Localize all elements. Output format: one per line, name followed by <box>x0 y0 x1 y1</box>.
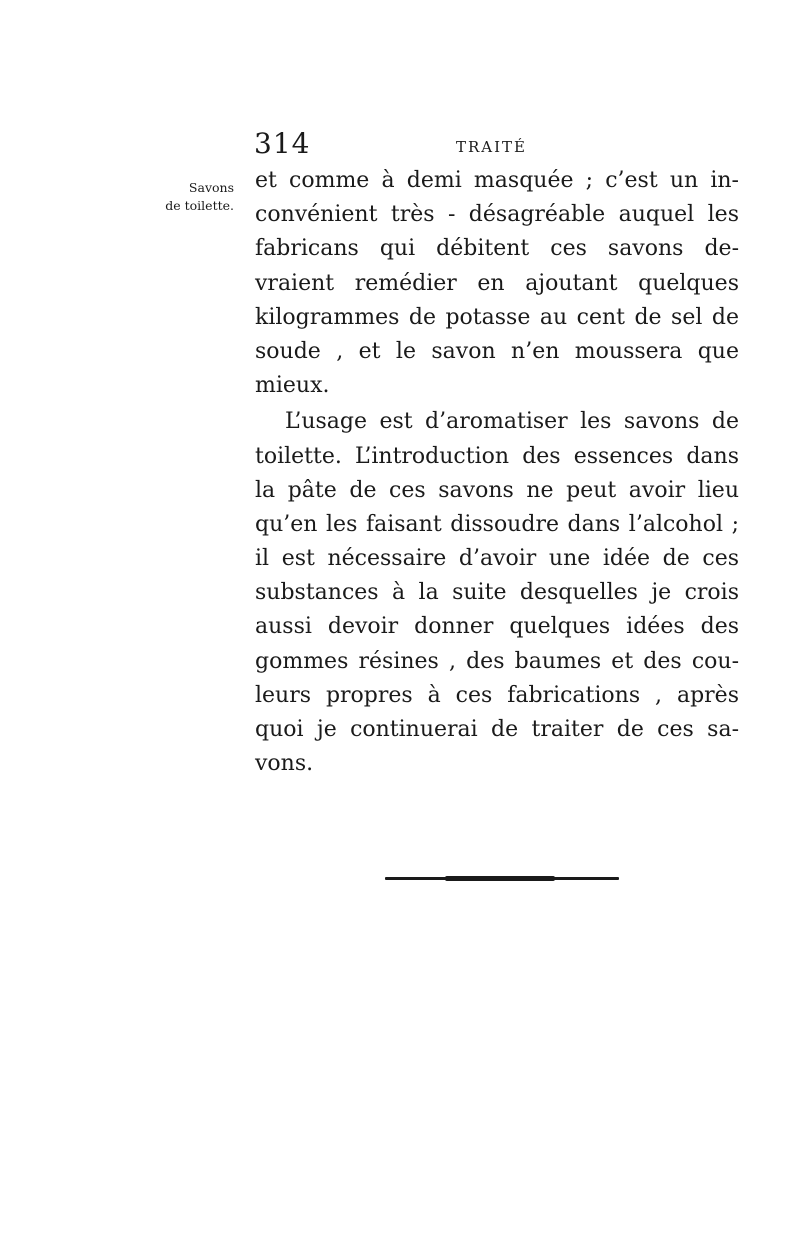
text-line: leurs propres à ces fabrications , après <box>255 682 739 708</box>
body-text <box>255 164 739 781</box>
text-line: fabricans qui débitent ces savons de- <box>255 236 739 262</box>
text-line: soude , et le savon n’en moussera que <box>255 338 739 364</box>
text-line: quoi je continuerai de traiter de ces sa- <box>255 717 739 742</box>
paragraph-2 <box>255 405 739 781</box>
page-number: 314 <box>254 127 311 160</box>
text-line: vraient remédier en ajoutant quelques <box>255 270 739 296</box>
end-rule <box>385 877 619 880</box>
text-line: toilette. L’introduction des essences dans <box>255 443 739 469</box>
text-line: aussi devoir donner quelques idées des <box>255 614 739 640</box>
margin-note-line: de toilette. <box>165 198 234 213</box>
text-line: L’usage est d’aromatiser les savons de <box>285 409 739 435</box>
text-line: substances à la suite desquelles je crois <box>255 580 739 606</box>
paragraph-1 <box>255 164 739 403</box>
text-line: kilogrammes de potasse au cent de sel de <box>255 304 739 330</box>
running-title: TRAITÉ <box>456 138 528 156</box>
text-line: convénient très - désagréable auquel les <box>255 202 739 228</box>
text-line: qu’en les faisant dissoudre dans l’alcohol ; <box>255 511 739 537</box>
margin-note-line: Savons <box>188 180 234 195</box>
text-line: vons. <box>255 751 314 777</box>
text-line: il est nécessaire d’avoir une idée de ces <box>255 546 739 572</box>
text-line: mieux. <box>255 373 330 399</box>
text-line: gommes résines , des baumes et des cou- <box>255 648 739 674</box>
text-line: et comme à demi masquée ; c’est un in- <box>255 168 739 193</box>
margin-note <box>130 179 234 215</box>
text-line: la pâte de ces savons ne peut avoir lieu <box>255 477 739 503</box>
